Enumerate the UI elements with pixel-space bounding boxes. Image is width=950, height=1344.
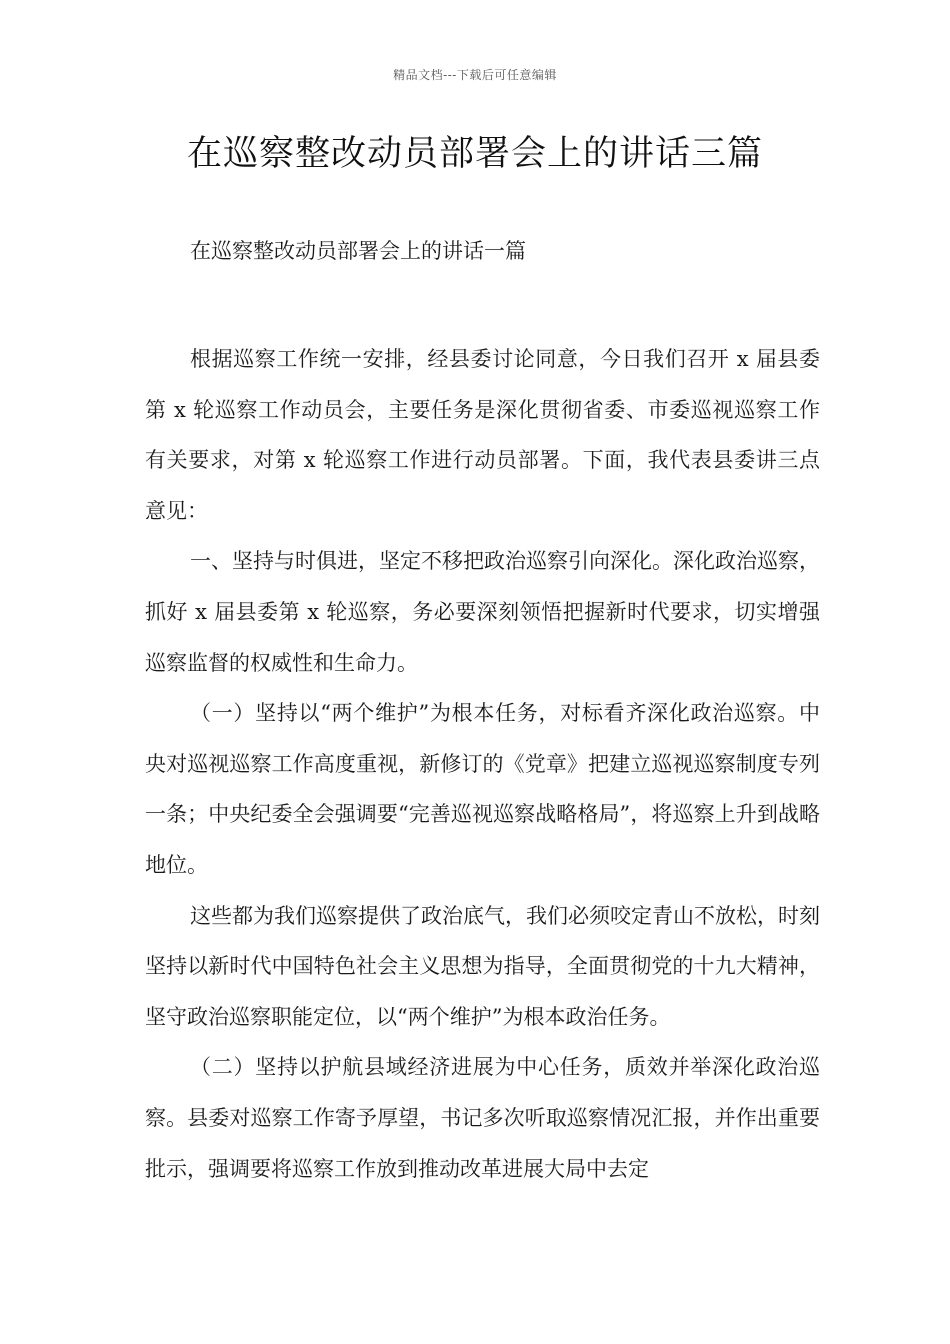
paragraph: 这些都为我们巡察提供了政治底气，我们必须咬定青山不放松，时刻坚持以新时代中国特色社会主义思想为指导，全面贯彻党的十九大精神，坚守政治巡察职能定位，以“两个维护”为根本政治任务。	[145, 903, 820, 1029]
header-watermark: 精品文档---下载后可任意编辑	[393, 68, 557, 82]
paragraph: 一、坚持与时俱进，坚定不移把政治巡察引向深化。深化政治巡察，抓好 x 届县委第 x 轮巡察，务必要深刻领悟把握新时代要求，切实增强巡察监督的权威性和生命力。	[145, 549, 820, 675]
paragraph: 根据巡察工作统一安排，经县委讨论同意，今日我们召开 x 届县委第 x 轮巡察工作动员会，主要任务是深化贯彻省委、市委巡视巡察工作有关要求，对第 x 轮巡察工作进行动员部署。下面，我代表县委讲三点意见：	[145, 347, 820, 523]
paragraph: （二）坚持以护航县域经济进展为中心任务，质效并举深化政治巡察。县委对巡察工作寄予厚望，书记多次听取巡察情况汇报，并作出重要批示，强调要将巡察工作放到推动改革进展大局中去定	[145, 1055, 820, 1181]
document-title: 在巡察整改动员部署会上的讲话三篇	[186, 134, 763, 174]
section-subtitle: 在巡察整改动员部署会上的讲话一篇	[190, 239, 526, 263]
paragraph: （一）坚持以“两个维护”为根本任务，对标看齐深化政治巡察。中央对巡视巡察工作高度重视，新修订的《党章》把建立巡视巡察制度专列一条；中央纪委全会强调要“完善巡视巡察战略格局”，将巡察上升到战略地位。	[145, 701, 820, 877]
document-body	[145, 334, 820, 1194]
